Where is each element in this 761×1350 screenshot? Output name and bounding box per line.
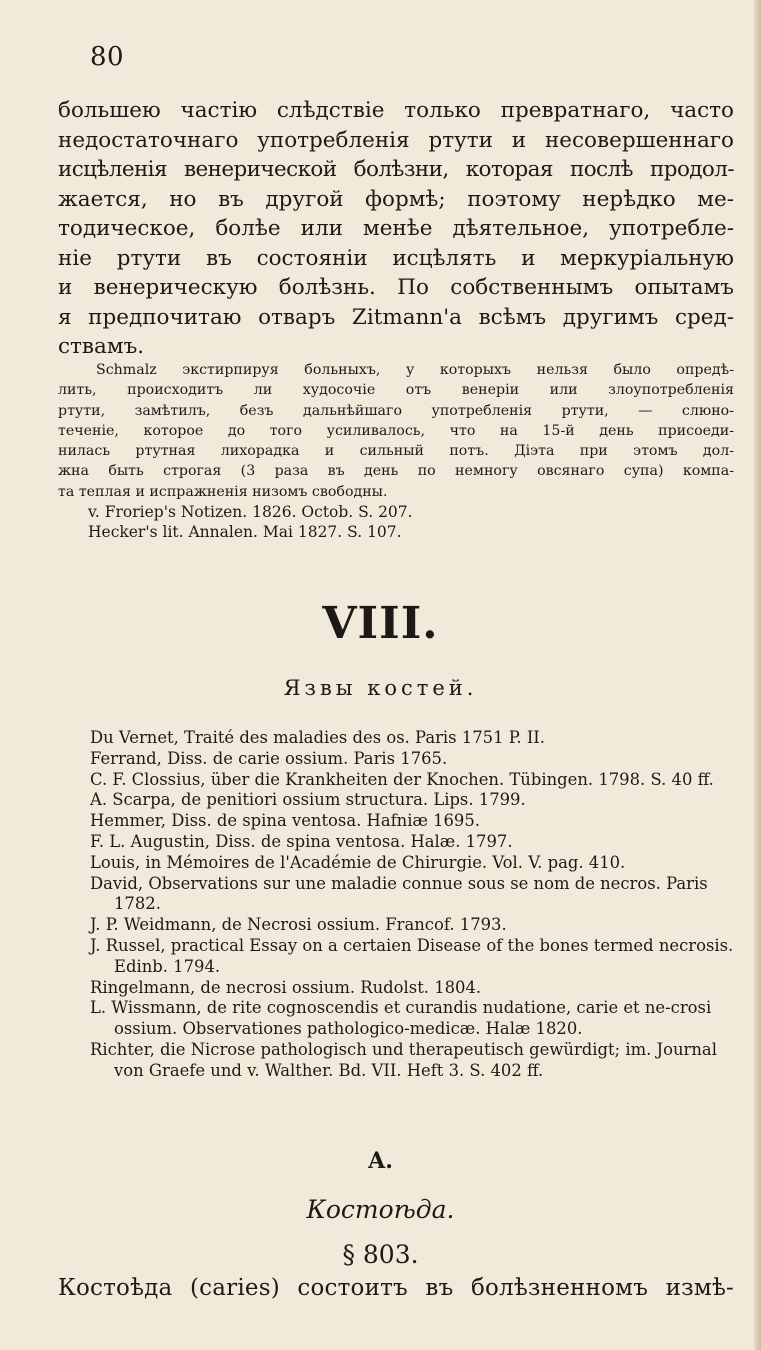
note-line: теченіе, которое до того усиливалось, что на 15-й день присоеди- — [58, 422, 734, 439]
main-line: большею частію слѣдствіе только превратнаго, часто — [58, 98, 734, 123]
section-heading: Язвы костей. — [283, 676, 478, 700]
citation: Hecker's lit. Annalen. Mai 1827. S. 107. — [88, 523, 402, 542]
bibliography-entry: Louis, in Mémoires de l'Académie de Chirurgie. Vol. V. pag. 410. — [90, 852, 626, 872]
main-line: недостаточнаго употребленія ртути и несовершеннаго — [58, 127, 734, 153]
bibliography-entry: J. Russel, practical Essay on a certaien Disease of the bones termed necrosis. Edinb. 1794. — [90, 935, 734, 976]
main-line: ствамъ. — [58, 334, 145, 359]
bibliography-entry: F. L. Augustin, Diss. de spina ventosa. Halæ. 1797. — [90, 831, 513, 851]
bibliography-entry: Ringelmann, de necrosi ossium. Rudolst. 1804. — [90, 977, 482, 997]
note-line: ртути, замѣтилъ, безъ дальнѣйшаго употребленія ртути, — слюно- — [58, 402, 734, 419]
main-line: я предпочитаю отваръ Zitmann'а всѣмъ другимъ сред- — [58, 304, 734, 330]
bibliography — [90, 728, 734, 1082]
last-line: Костоѣда (caries) состоитъ въ болѣзненномъ измѣ- — [58, 1275, 734, 1301]
bibliography-entry: Richter, die Nicrose pathologisch und therapeutisch gewürdigt; im. Journal von Graefe und v. Walther. Bd. VII. Heft 3. S. 402 ff. — [90, 1039, 717, 1080]
note-line: та теплая и испражненія низомъ свободны. — [58, 483, 388, 500]
subsection-title: Костоѣда. — [306, 1195, 455, 1224]
main-text — [58, 96, 734, 362]
bibliography-entry: J. P. Weidmann, de Necrosi ossium. Francof. 1793. — [90, 915, 507, 935]
bibliography-entry: Du Vernet, Traité des maladies des os. Paris 1751 P. II. — [90, 728, 545, 747]
main-line: ніе ртути въ состояніи исцѣлять и меркуріальную — [58, 245, 734, 271]
note-line: лить, происходитъ ли худосочіе отъ венеріи или злоупотребленія — [58, 382, 734, 399]
footnote-block — [58, 360, 734, 542]
subsection-letter: A. — [368, 1148, 393, 1174]
bibliography-entry: A. Scarpa, de penitiori ossium structura. Lips. 1799. — [90, 790, 526, 810]
main-line: жается, но въ другой формѣ; поэтому нерѣдко ме- — [58, 186, 734, 212]
page-number: 80 — [90, 42, 125, 72]
main-line: и венерическую болѣзнь. По собственнымъ опытамъ — [58, 275, 734, 300]
bibliography-entry: C. F. Clossius, über die Krankheiten der Knochen. Tübingen. 1798. S. 40 ff. — [90, 769, 714, 789]
bibliography-entry: Ferrand, Diss. de carie ossium. Paris 1765. — [90, 748, 448, 768]
paragraph-mark: § 803. — [342, 1240, 419, 1269]
main-line: тодическое, болѣе или менѣе дѣятельное, употребле- — [58, 216, 734, 241]
citation: v. Froriep's Notizen. 1826. Octob. S. 207. — [88, 503, 413, 522]
note-line: жна быть строгая (3 раза въ день по немногу овсянаго супа) компа- — [58, 463, 734, 480]
section-numeral: VIII. — [322, 598, 439, 649]
bibliography-entry: L. Wissmann, de rite cognoscendis et curandis nudatione, carie et ne-crosi ossium. Observationes pathologico-medicæ. Halæ 1820. — [90, 998, 712, 1039]
main-line: исцѣленія венерической болѣзни, которая послѣ продол- — [58, 157, 734, 182]
note-line: нилась ртутная лихорадка и сильный потъ. Діэта при этомъ дол- — [58, 443, 734, 460]
note-line: Schmalz экстирпируя больныхъ, у которыхъ нельзя было опредѣ- — [96, 362, 734, 378]
bibliography-entry: David, Observations sur une maladie connue sous se nom de necros. Paris 1782. — [90, 873, 708, 914]
bibliography-entry: Hemmer, Diss. de spina ventosa. Hafniæ 1695. — [90, 811, 480, 831]
